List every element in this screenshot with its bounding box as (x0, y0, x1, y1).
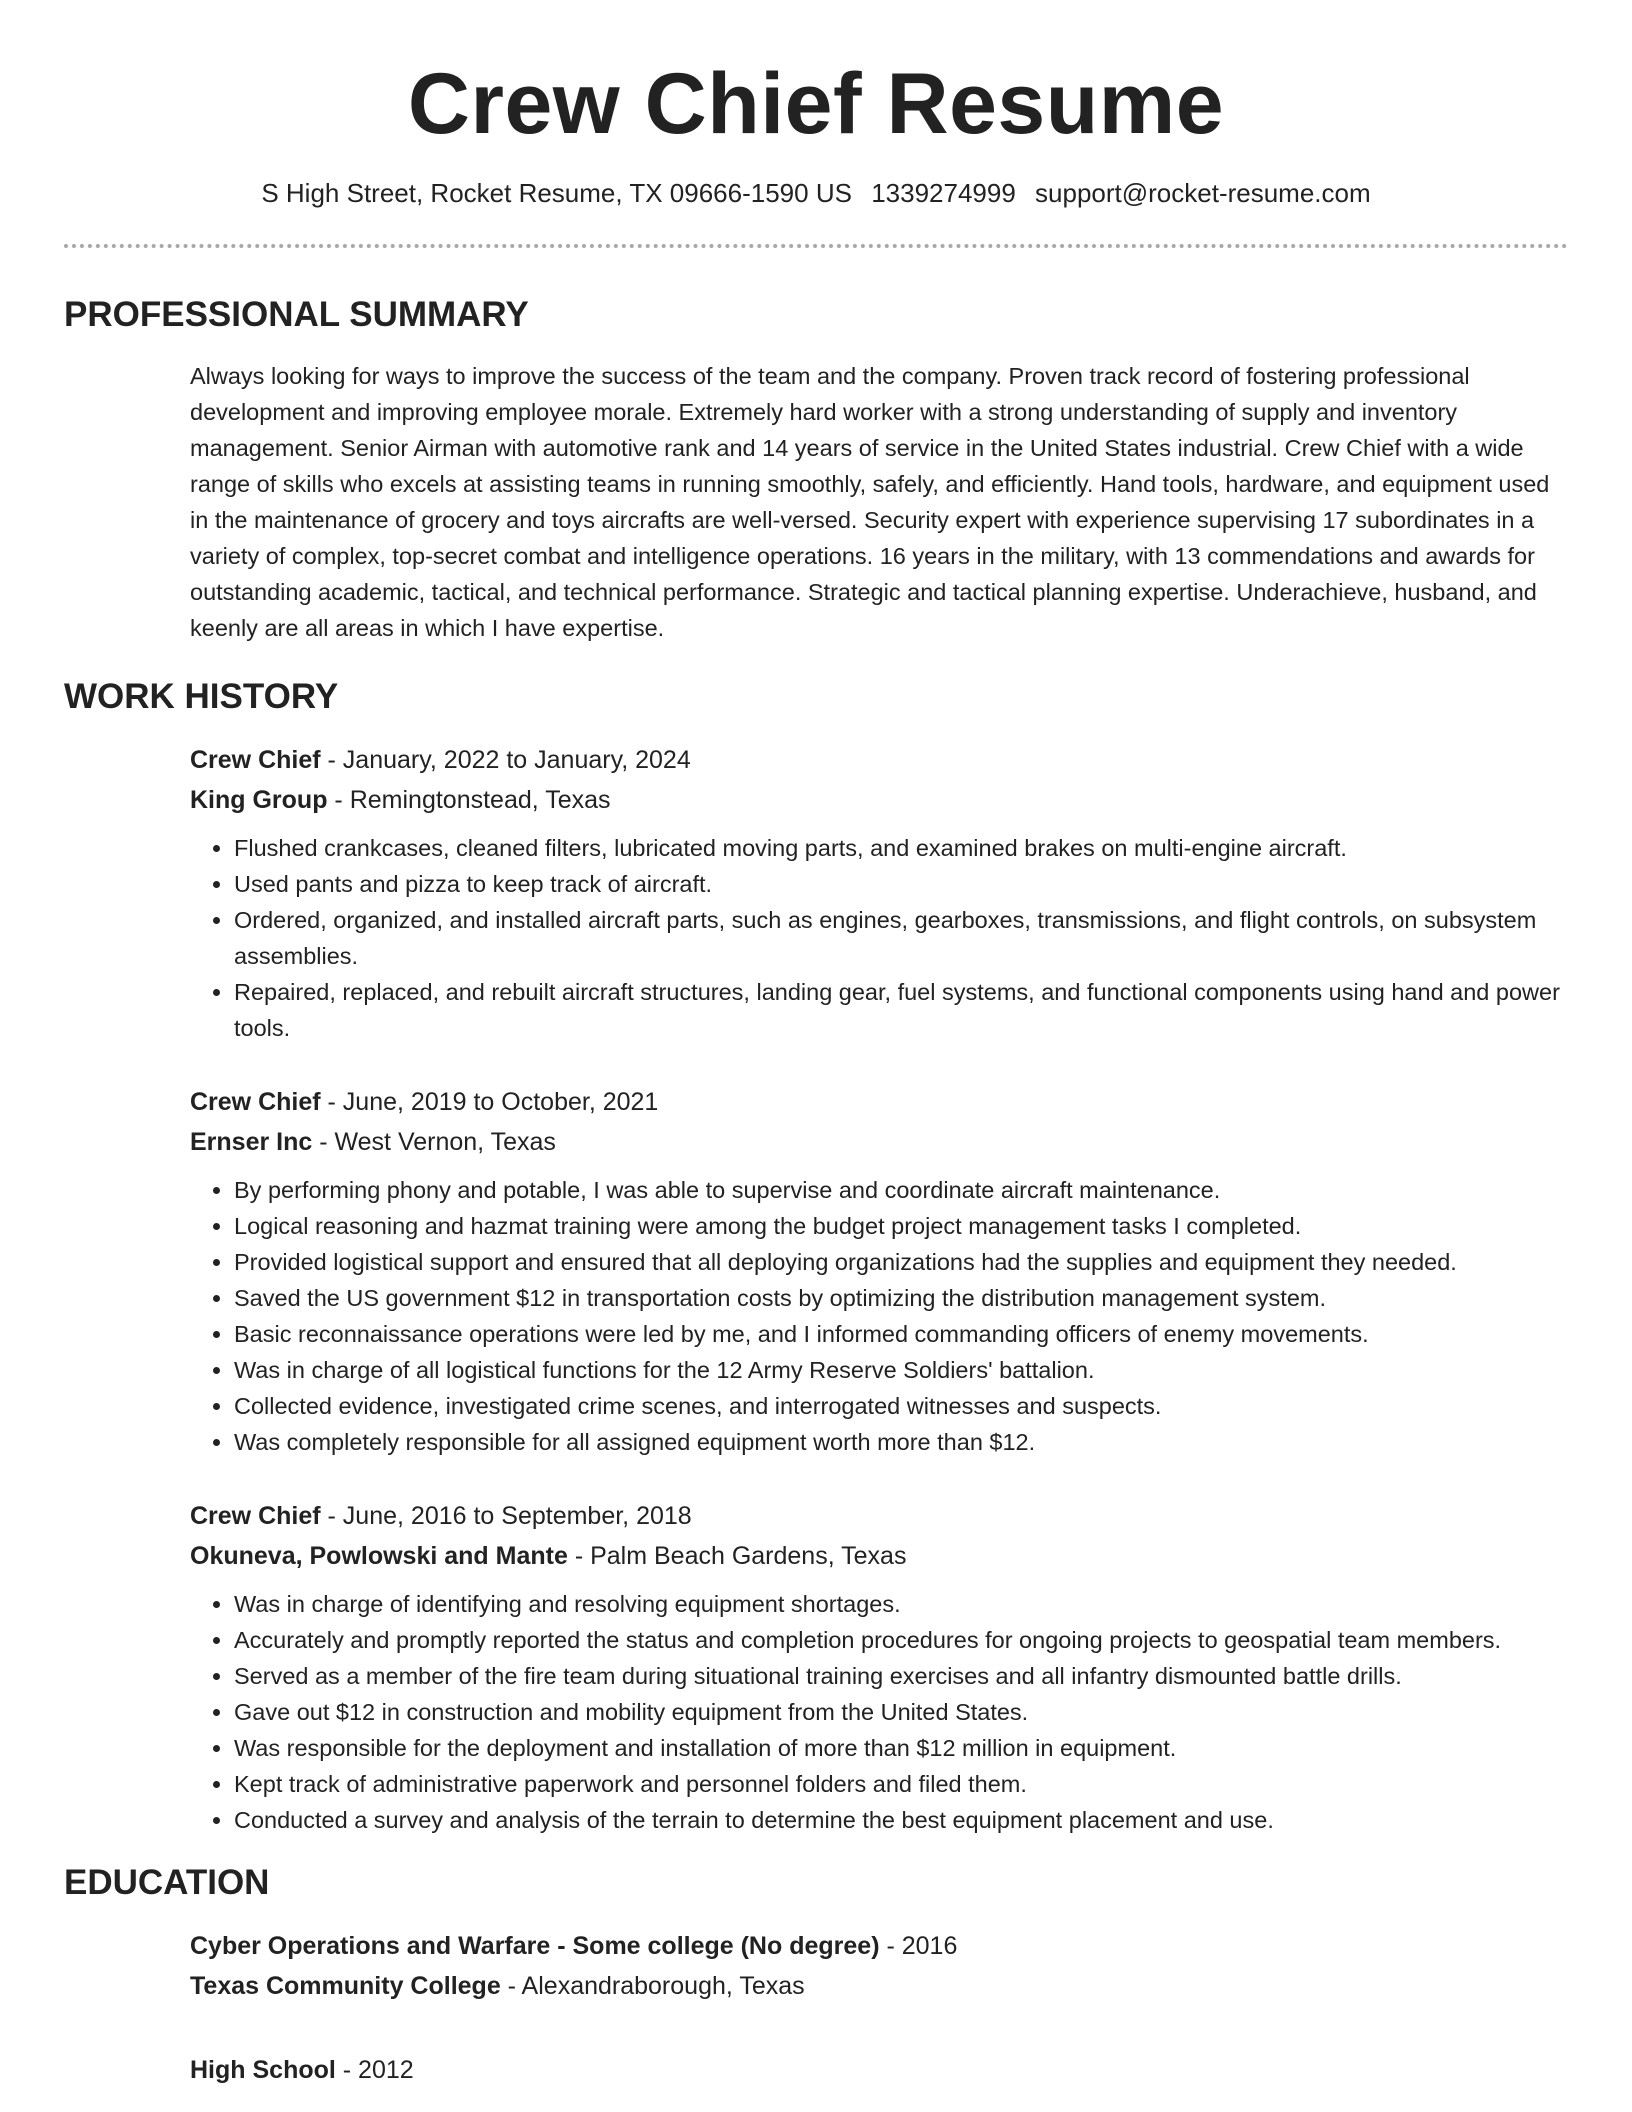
job-bullets (190, 1586, 1568, 1838)
education-section (190, 1926, 1568, 2090)
contact-line (64, 176, 1568, 210)
contact-address: S High Street, Rocket Resume, TX 09666-1590 US (261, 178, 852, 208)
job-location: - Remingtonstead, Texas (327, 786, 611, 814)
header-divider (64, 244, 1568, 248)
job-title: Crew Chief (190, 1502, 321, 1530)
work-history-section (190, 740, 1568, 1838)
work-history-heading: WORK HISTORY (64, 677, 339, 716)
summary-text: Always looking for ways to improve the success of the team and the company. Proven track record of fostering professional development and improving employee morale. Extremely hard worker with a strong understanding of supply and inventory management. Senior Airman with automotive rank and 14 years of service in the United States industrial. Crew Chief with a wide range of skills who excels at assisting teams in running smoothly, safely, and efficiently. Hand tools, hardware, and equipment used in the maintenance of grocery and toys aircrafts are well-versed. Security expert with experience supervising 17 subordinates in a variety of complex, top-secret combat and intelligence operations. 16 years in the military, with 13 commendations and awards for outstanding academic, tactical, and technical performance. Strategic and tactical planning expertise. Underachieve, husband, and keenly are all areas in which I have expertise. (190, 363, 1550, 641)
job-dates: - June, 2019 to October, 2021 (320, 1088, 659, 1116)
job-company: Ernser Inc (190, 1128, 313, 1156)
job-dates: - January, 2022 to January, 2024 (320, 746, 691, 774)
contact-email: support@rocket-resume.com (1035, 178, 1371, 208)
job-bullet: • Conducted a survey and analysis of the terrain to determine the best equipment placement and use. (234, 1802, 1568, 1838)
job-bullet: • Basic reconnaissance operations were led by me, and I informed commanding officers of enemy movements. (234, 1316, 1568, 1352)
job-company-line (190, 1122, 1568, 1162)
job-company: King Group (190, 786, 328, 814)
job-title-line (190, 1082, 1568, 1122)
education-year: - 2016 (879, 1932, 958, 1960)
job-bullet: • By performing phony and potable, I was able to supervise and coordinate aircraft maintenance. (234, 1172, 1568, 1208)
job-title: Crew Chief (190, 746, 321, 774)
education-degree-line (190, 1926, 1568, 1966)
education-school-line (190, 1966, 1568, 2006)
job-bullets (190, 830, 1568, 1046)
job-bullet: • Gave out $12 in construction and mobility equipment from the United States. (234, 1694, 1568, 1730)
job-title-line (190, 1496, 1568, 1536)
job-company-line (190, 780, 1568, 820)
job-bullet: • Served as a member of the fire team during situational training exercises and all infantry dismounted battle drills. (234, 1658, 1568, 1694)
job-bullet: • Was in charge of identifying and resolving equipment shortages. (234, 1586, 1568, 1622)
resume-page (64, 0, 1568, 2090)
job-bullet: • Was in charge of all logistical functions for the 12 Army Reserve Soldiers' battalion. (234, 1352, 1568, 1388)
education-entry (190, 2050, 1568, 2090)
job-bullet: • Kept track of administrative paperwork and personnel folders and filed them. (234, 1766, 1568, 1802)
job-bullets (190, 1172, 1568, 1460)
education-year: - 2012 (335, 2056, 414, 2084)
job-bullet: • Was completely responsible for all assigned equipment worth more than $12. (234, 1424, 1568, 1460)
resume-title: Crew Chief Resume (407, 56, 1225, 152)
job-bullet: • Ordered, organized, and installed aircraft parts, such as engines, gearboxes, transmissions, and flight controls, on subsystem assemblies. (234, 902, 1568, 974)
job-bullet: • Used pants and pizza to keep track of aircraft. (234, 866, 1568, 902)
job-dates: - June, 2016 to September, 2018 (320, 1502, 692, 1530)
summary-heading: PROFESSIONAL SUMMARY (64, 295, 529, 334)
summary-section (190, 358, 1568, 646)
job-bullet: • Accurately and promptly reported the status and completion procedures for ongoing projects to geospatial team members. (234, 1622, 1568, 1658)
education-heading: EDUCATION (64, 1863, 270, 1902)
job-bullet: • Provided logistical support and ensured that all deploying organizations had the supplies and equipment they needed. (234, 1244, 1568, 1280)
job-location: - West Vernon, Texas (312, 1128, 556, 1156)
education-degree: High School (190, 2056, 336, 2084)
job-title-line (190, 740, 1568, 780)
job-entry (190, 740, 1568, 1046)
job-bullet: • Was responsible for the deployment and installation of more than $12 million in equipment. (234, 1730, 1568, 1766)
job-bullet: • Flushed crankcases, cleaned filters, lubricated moving parts, and examined brakes on multi-engine aircraft. (234, 830, 1568, 866)
education-location: - Alexandraborough, Texas (500, 1972, 805, 2000)
education-degree: Cyber Operations and Warfare - Some college (No degree) (190, 1932, 880, 1960)
job-entry (190, 1082, 1568, 1460)
education-degree-line (190, 2050, 1568, 2090)
job-company-line (190, 1536, 1568, 1576)
job-bullet: • Saved the US government $12 in transportation costs by optimizing the distribution management system. (234, 1280, 1568, 1316)
job-entry (190, 1496, 1568, 1838)
job-bullet: • Logical reasoning and hazmat training were among the budget project management tasks I completed. (234, 1208, 1568, 1244)
education-entry (190, 1926, 1568, 2006)
job-title: Crew Chief (190, 1088, 321, 1116)
contact-phone: 1339274999 (871, 178, 1016, 208)
job-bullet: • Collected evidence, investigated crime scenes, and interrogated witnesses and suspects. (234, 1388, 1568, 1424)
job-company: Okuneva, Powlowski and Mante (190, 1542, 568, 1570)
job-bullet: • Repaired, replaced, and rebuilt aircraft structures, landing gear, fuel systems, and functional components using hand and power tools. (234, 974, 1568, 1046)
job-location: - Palm Beach Gardens, Texas (567, 1542, 907, 1570)
education-school: Texas Community College (190, 1972, 501, 2000)
